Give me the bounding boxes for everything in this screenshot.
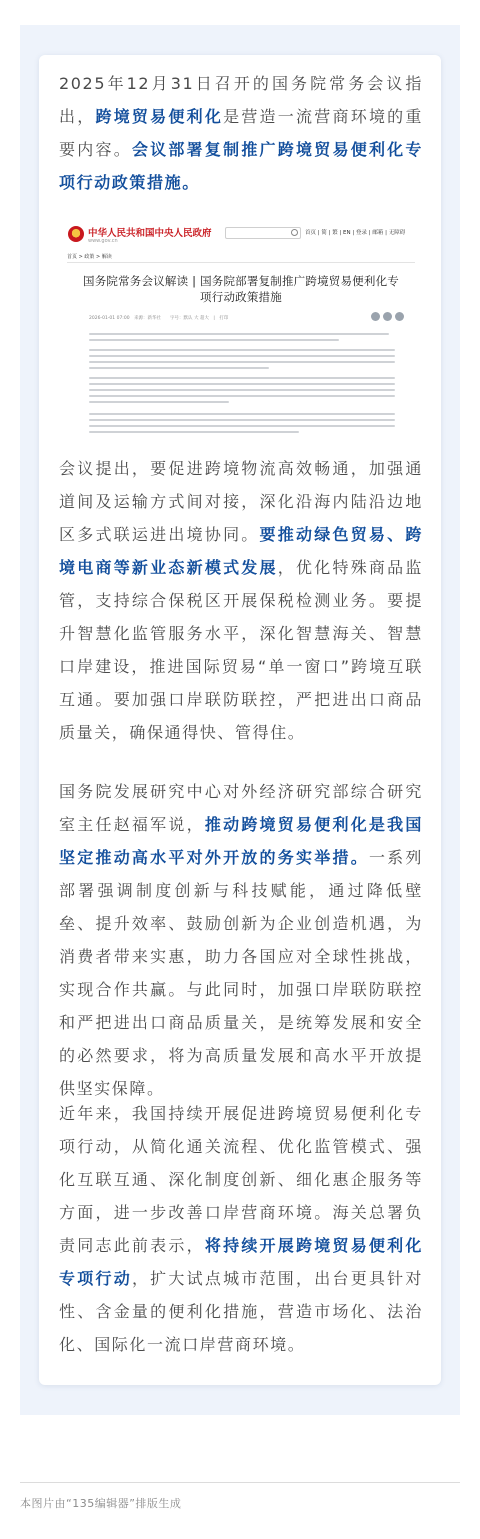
site-breadcrumb: 首页 > 政策 > 解读 (67, 254, 112, 260)
text-run: ，优化特殊商品监管，支持综合保税区开展保税检测业务。要提升智慧化监管服务水平，深化智慧海关、智慧口岸建设，推进国际贸易“单一窗口”跨境互联互通。要加强口岸联防联控，严把进出口商品质量关，确保通得快、管得住。 (59, 558, 423, 742)
article-text-line (89, 361, 395, 363)
embedded-webpage-screenshot (59, 213, 423, 441)
article-text-line (89, 431, 299, 433)
article-text-line (89, 413, 395, 415)
footer-divider (20, 1482, 460, 1483)
text-run: 会议提出，要促进跨境物流高效畅通，加强通道间及运输方式间对接，深化沿海内陆沿边地区多式联运进出境协同。 (59, 459, 423, 544)
article-text-line (89, 419, 395, 421)
search-icon (291, 229, 298, 236)
paragraph-expert-quote (59, 775, 423, 1105)
article-text-line (89, 377, 395, 379)
article-card (39, 55, 441, 1385)
divider (67, 262, 415, 263)
site-url: www.gov.cn (88, 238, 118, 244)
highlight-run: 将持续开展跨境贸易便利化专项行动 (59, 1236, 423, 1288)
text-run: 是营造一流营商环境的重要内容。 (59, 107, 424, 159)
paragraph-measures (59, 452, 423, 749)
text-run: 2025年12月31日召开的国务院常务会议指出， (59, 74, 423, 126)
text-run: 一系列部署强调制度创新与科技赋能，通过降低壁垒、提升效率、鼓励创新为企业创造机遇，为消费者带来实惠，助力各国应对全球性挑战，实现合作共赢。与此同时，加强口岸联防联控和严把进出口商品质量关，是统筹发展和安全的必然要求，将为高质量发展和高水平开放提供坚实保障。 (59, 848, 423, 1098)
text-run: 国务院发展研究中心对外经济研究部综合研究室主任赵福军说， (59, 782, 423, 834)
article-text-line (89, 389, 395, 391)
text-run: ，扩大试点城市范围，出台更具针对性、含金量的便利化措施，营造市场化、法治化、国际化一流口岸营商环境。 (59, 1269, 423, 1354)
highlight-run: 会议部署复制推广跨境贸易便利化专项行动政策措施。 (59, 140, 423, 192)
article-text-line (89, 349, 395, 351)
highlight-run: 要推动绿色贸易、跨境电商等新业态新模式发展 (59, 525, 423, 577)
article-title: 国务院常务会议解读 | 国务院部署复制推广跨境贸易便利化专项行动政策措施 (83, 274, 399, 304)
site-search-box (225, 227, 301, 239)
share-icon (371, 312, 380, 321)
article-text-line (89, 401, 229, 403)
share-icon (395, 312, 404, 321)
share-icon (383, 312, 392, 321)
footer-note: 本图片由“135编辑器”排版生成 (20, 1497, 182, 1510)
article-text-line (89, 395, 395, 397)
paragraph-recent-years (59, 1097, 423, 1361)
article-meta: 2026-01-01 07:00 来源：新华社 字号：默认 大 超大 | 打印 (89, 316, 229, 321)
article-text-line (89, 355, 395, 357)
site-header (59, 213, 423, 253)
paragraph-intro (59, 67, 423, 199)
content-panel (20, 25, 460, 1415)
national-emblem-icon (68, 226, 84, 242)
highlight-run: 推动跨境贸易便利化是我国坚定推动高水平对外开放的务实举措。 (59, 815, 423, 867)
site-top-nav: 首页 | 简 | 繁 | EN | 登录 | 邮箱 | 无障碍 (305, 230, 406, 236)
article-text-line (89, 383, 395, 385)
site-name: 中华人民共和国中央人民政府 (88, 228, 212, 239)
article-text-line (89, 339, 339, 341)
highlight-run: 跨境贸易便利化 (95, 107, 224, 126)
text-run: 近年来，我国持续开展促进跨境贸易便利化专项行动，从简化通关流程、优化监管模式、强化互联互通、深化制度创新、细化惠企服务等方面，进一步改善口岸营商环境。海关总署负责同志此前表示， (59, 1104, 423, 1255)
article-text-line (89, 367, 269, 369)
article-text-line (89, 333, 389, 335)
article-text-line (89, 425, 395, 427)
